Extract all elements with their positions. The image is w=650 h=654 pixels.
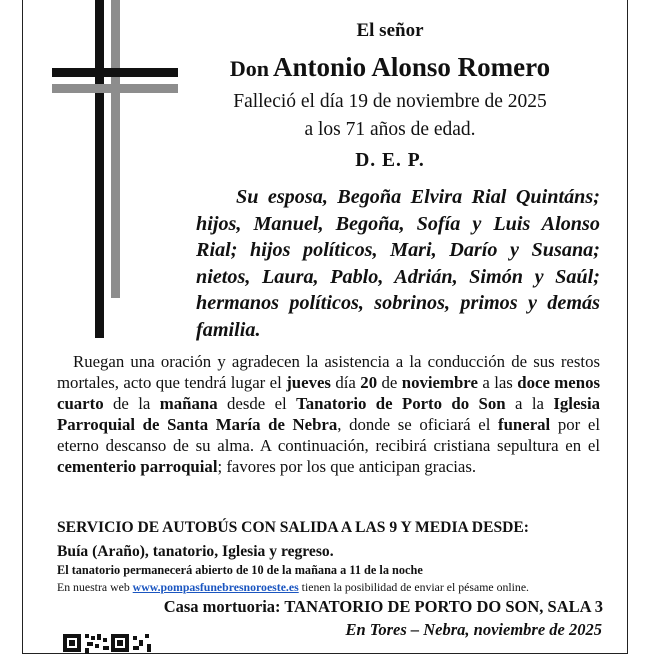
bus-service-heading: SERVICIO DE AUTOBÚS CON SALIDA A LAS 9 Y MEDIA DESDE: bbox=[57, 519, 529, 536]
cross-black-horizontal bbox=[52, 68, 178, 77]
ceremony-text-part: de la bbox=[103, 394, 160, 414]
cross-black-vertical bbox=[95, 0, 104, 338]
web-condolence-line bbox=[57, 580, 529, 595]
family-list: Su esposa, Begoña Elvira Rial Quintáns; hijos, Manuel, Begoña, Sofía y Luis Alonso Rial; hijos políticos, Mari, Darío y Susana; nietos, Laura, Pablo, Adrián, Simón y Saúl; hermanos políticos, sobrinos, primos y demás familia. bbox=[196, 186, 600, 341]
ceremony-cemetery: cementerio parroquial bbox=[57, 457, 218, 477]
ceremony-day: jueves bbox=[286, 373, 331, 393]
cross-gray-horizontal bbox=[52, 84, 178, 93]
casa-mortuoria: Casa mortuoria: TANATORIO DE PORTO DO SON, SALA 3 bbox=[163, 597, 603, 616]
intro-line: El señor bbox=[356, 20, 424, 41]
qr-code-icon bbox=[63, 634, 153, 654]
website-link[interactable]: www.pompasfunebresnoroeste.es bbox=[132, 580, 299, 594]
ceremony-month: noviembre bbox=[401, 373, 478, 393]
deceased-name bbox=[180, 52, 600, 83]
ceremony-date-number: 20 bbox=[360, 373, 378, 393]
ceremony-text-part: ; favores por los que anticipan gracias. bbox=[217, 457, 477, 477]
dep-line: D. E. P. bbox=[355, 150, 425, 171]
ceremony-text-part: por el eterno descanso de su alma. A continuación, recibirá cristiana sepultura en el bbox=[57, 415, 600, 456]
bus-route: Buía (Araño), tanatorio, Iglesia y regreso. bbox=[57, 543, 334, 560]
ceremony-text-part: a la bbox=[505, 394, 554, 414]
ceremony-text-part: de bbox=[377, 373, 402, 393]
web-text-before: En nuestra web bbox=[57, 580, 133, 594]
full-name: Antonio Alonso Romero bbox=[273, 52, 551, 82]
ceremony-text-part: día bbox=[330, 373, 361, 393]
ceremony-text bbox=[57, 351, 600, 478]
web-text-after: tienen la posibilidad de enviar el pésame online. bbox=[298, 580, 530, 594]
ceremony-funeral: funeral bbox=[498, 415, 551, 435]
ceremony-text-part: , donde se oficiará el bbox=[337, 415, 499, 435]
ceremony-text-part: Ruegan una oración y agradecen la asistencia a la conducción de sus restos mortales, acto que tendrá lugar el bbox=[57, 352, 600, 393]
death-date-line: Falleció el día 19 de noviembre de 2025 bbox=[233, 91, 547, 112]
title-prefix: Don bbox=[229, 56, 270, 81]
place-date: En Tores – Nebra, noviembre de 2025 bbox=[345, 620, 602, 639]
ceremony-text-part: desde el bbox=[217, 394, 297, 414]
ceremony-origin: Tanatorio de Porto do Son bbox=[296, 394, 506, 414]
ceremony-church: Iglesia Parroquial de Santa María de Nebra bbox=[57, 394, 600, 435]
tanatorio-hours: El tanatorio permanecerá abierto de 10 de la mañana a 11 de la noche bbox=[57, 563, 423, 577]
ceremony-period: mañana bbox=[159, 394, 218, 414]
ceremony-time: doce menos cuarto bbox=[57, 373, 600, 414]
age-line: a los 71 años de edad. bbox=[304, 119, 476, 140]
cross-gray-vertical bbox=[111, 0, 120, 298]
ceremony-text-part: a las bbox=[477, 373, 518, 393]
